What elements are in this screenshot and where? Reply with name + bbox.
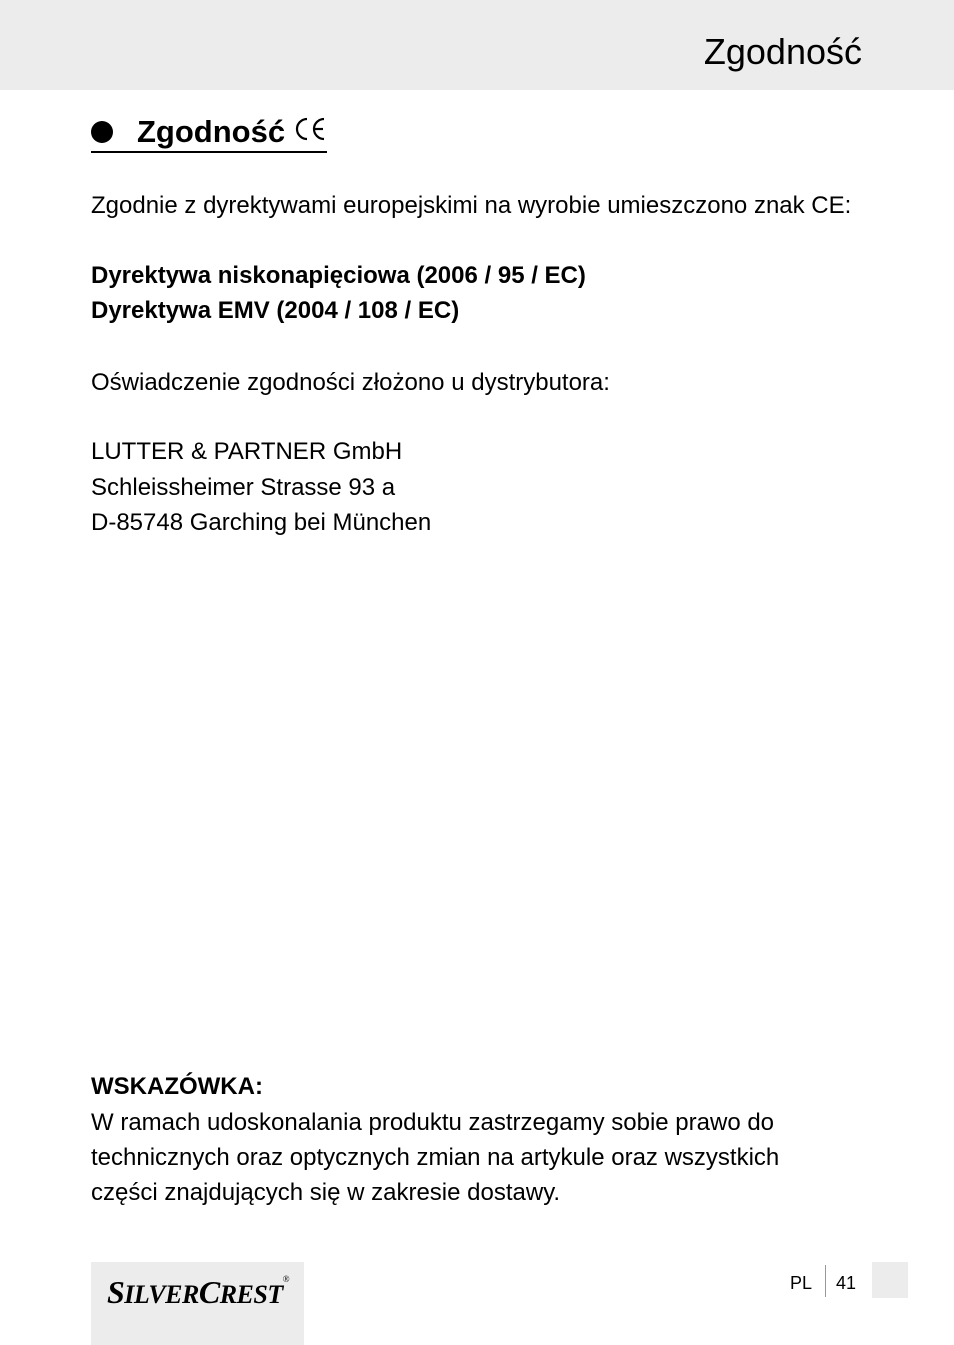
note-line: części znajdujących się w zakresie dostawy. [91, 1179, 561, 1206]
directive-low-voltage: Dyrektywa niskonapięciowa (2006 / 95 / EC) [91, 262, 586, 289]
declaration-text: Oświadczenie zgodności złożono u dystrybutora: [91, 369, 610, 396]
bullet-dot-icon [91, 121, 113, 143]
directive-emv: Dyrektywa EMV (2004 / 108 / EC) [91, 297, 460, 324]
note-line: technicznych oraz optycznych zmian na artykule oraz wszystkich [91, 1144, 780, 1171]
brand-logo-box [91, 1262, 304, 1345]
note-line: W ramach udoskonalania produktu zastrzegamy sobie prawo do [91, 1109, 775, 1136]
distributor-name: LUTTER & PARTNER GmbH [91, 438, 403, 465]
section-heading-text: Zgodność [137, 114, 286, 149]
note-label: WSKAZÓWKA: [91, 1073, 263, 1100]
page-title: Zgodność [703, 31, 862, 72]
section-heading [91, 116, 327, 153]
brand-logo: SILVERCREST® [107, 1274, 290, 1310]
header-band [0, 0, 954, 90]
language-code: PL [790, 1273, 813, 1293]
ce-mark-icon [293, 116, 327, 147]
page-corner-box [872, 1262, 908, 1298]
distributor-city: D-85748 Garching bei München [91, 509, 432, 536]
intro-text: Zgodnie z dyrektywami europejskimi na wyrobie umieszczono znak CE: [91, 192, 852, 219]
distributor-street: Schleissheimer Strasse 93 a [91, 474, 396, 501]
page-divider [825, 1265, 826, 1297]
page-number: 41 [836, 1273, 857, 1293]
